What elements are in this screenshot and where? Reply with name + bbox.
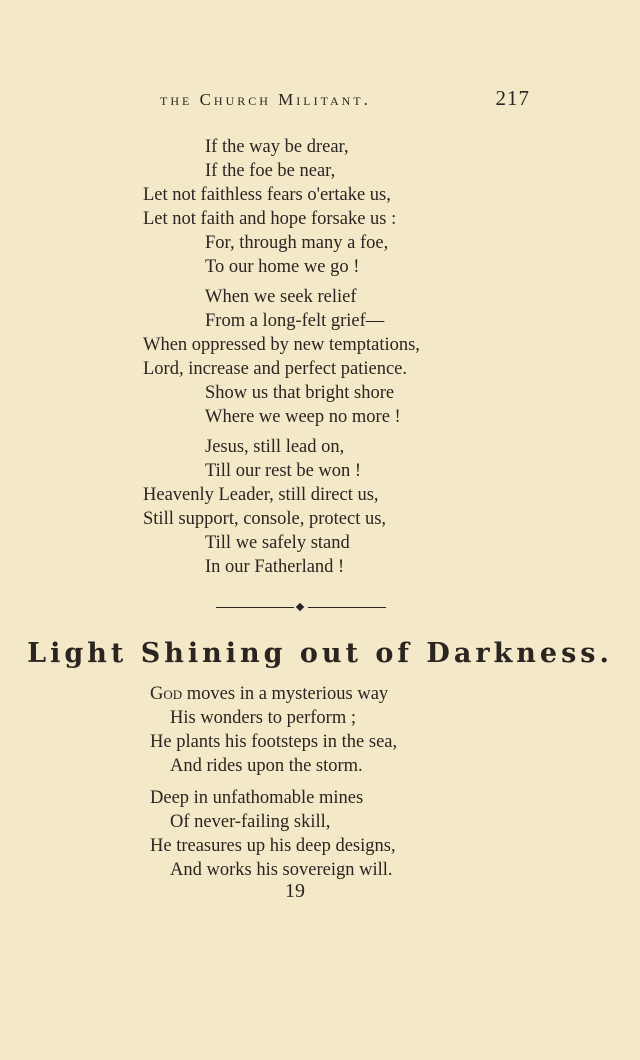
- verse-line: He treasures up his deep designs,: [150, 836, 396, 856]
- verse-line: Let not faithless fears o'ertake us,: [143, 185, 391, 205]
- verse-line: Where we weep no more !: [205, 407, 401, 427]
- verse-line: [150, 682, 397, 706]
- poem-title: Light Shining out of Darkness.: [27, 638, 613, 669]
- hymn1-stanza-2: [143, 285, 420, 429]
- verse-line: For, through many a foe,: [205, 233, 389, 253]
- section-divider: [216, 600, 386, 614]
- verse-line: Jesus, still lead on,: [205, 437, 345, 457]
- verse-line-text: moves in a mysterious way: [182, 684, 389, 704]
- verse-line: He plants his footsteps in the sea,: [150, 732, 398, 752]
- verse-line: From a long-felt grief—: [205, 311, 385, 331]
- verse-line: And works his sovereign will.: [170, 860, 393, 880]
- drop-word: God: [150, 684, 183, 704]
- verse-line: Till we safely stand: [205, 533, 350, 553]
- hymn1-stanza-1: [143, 135, 396, 279]
- verse-line: Deep in unfathomable mines: [150, 788, 364, 808]
- hymn1-stanza-3: [143, 435, 386, 579]
- verse-line: Let not faith and hope forsake us :: [143, 209, 397, 229]
- verse-line: If the way be drear,: [205, 137, 349, 157]
- verse-line: Of never-failing skill,: [170, 812, 331, 832]
- verse-line: Show us that bright shore: [205, 383, 395, 403]
- verse-line: Heavenly Leader, still direct us,: [143, 485, 379, 505]
- verse-line: And rides upon the storm.: [170, 756, 363, 776]
- hymn2-stanza-2: [150, 786, 396, 882]
- verse-line: When oppressed by new temptations,: [143, 335, 420, 355]
- verse-line: Lord, increase and perfect patience.: [143, 359, 407, 379]
- running-head: [160, 86, 530, 114]
- hymn2-stanza-1: [150, 682, 397, 778]
- divider-rule: [216, 607, 294, 608]
- running-title: the Church Militant.: [160, 90, 371, 109]
- verse-line: To our home we go !: [205, 257, 360, 277]
- diamond-ornament-icon: [296, 603, 304, 611]
- verse-line: When we seek relief: [205, 287, 357, 307]
- verse-line: If the foe be near,: [205, 161, 336, 181]
- verse-line: His wonders to perform ;: [170, 708, 356, 728]
- verse-line: Till our rest be won !: [205, 461, 362, 481]
- verse-line: In our Fatherland !: [205, 557, 345, 577]
- page-number: 217: [495, 86, 530, 110]
- divider-rule: [308, 607, 386, 608]
- verse-line: Still support, console, protect us,: [143, 509, 387, 529]
- signature-mark: 19: [285, 880, 305, 902]
